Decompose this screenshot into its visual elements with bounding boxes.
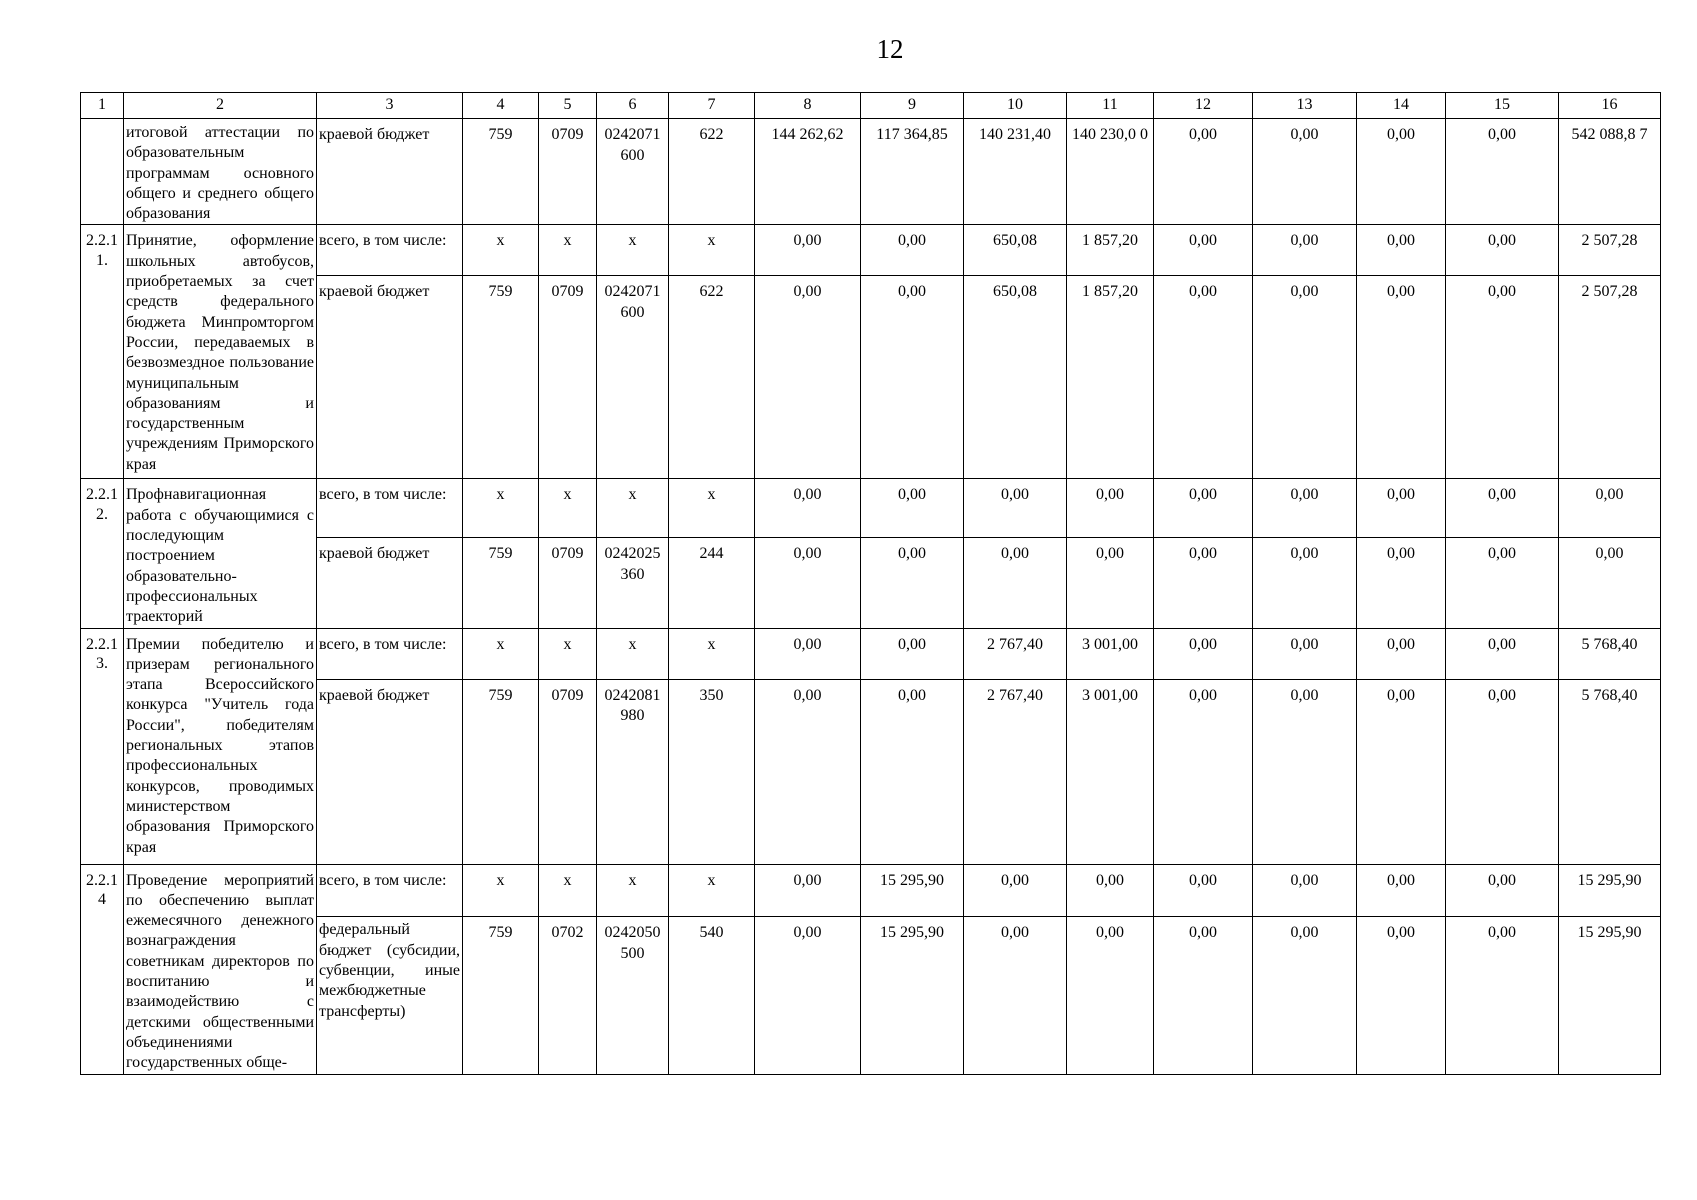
code-cell: x: [669, 628, 755, 679]
value-cell: 0,00: [1154, 276, 1253, 479]
value-cell: 0,00: [1357, 679, 1446, 864]
funding-source-cell: краевой бюджет: [317, 538, 463, 628]
value-cell: 144 262,62: [755, 119, 861, 225]
value-cell: 0,00: [1446, 864, 1559, 917]
row-number-cell: [81, 119, 124, 225]
value-cell: 0,00: [1357, 917, 1446, 1074]
value-cell: 0,00: [1067, 917, 1154, 1074]
value-cell: 0,00: [1357, 864, 1446, 917]
code-cell: 759: [463, 119, 539, 225]
value-cell: 0,00: [1253, 538, 1357, 628]
code-cell: 244: [669, 538, 755, 628]
value-cell: 0,00: [755, 276, 861, 479]
funding-source-cell: всего, в том числе:: [317, 864, 463, 917]
value-cell: 0,00: [1253, 864, 1357, 917]
code-cell: 0702: [539, 917, 597, 1074]
column-header: 16: [1559, 93, 1661, 119]
value-cell: 0,00: [1559, 479, 1661, 538]
funding-source-cell: краевой бюджет: [317, 679, 463, 864]
funding-source-cell: всего, в том числе:: [317, 225, 463, 276]
value-cell: 0,00: [755, 479, 861, 538]
value-cell: 0,00: [1357, 276, 1446, 479]
value-cell: 0,00: [1446, 225, 1559, 276]
code-cell: 0242050 500: [597, 917, 669, 1074]
code-cell: x: [597, 628, 669, 679]
table-row: [81, 276, 1661, 479]
value-cell: 0,00: [1253, 119, 1357, 225]
value-cell: 3 001,00: [1067, 628, 1154, 679]
table-row: [81, 864, 1661, 917]
value-cell: 5 768,40: [1559, 628, 1661, 679]
value-cell: 0,00: [1446, 276, 1559, 479]
code-cell: x: [539, 225, 597, 276]
column-header: 4: [463, 93, 539, 119]
code-cell: x: [597, 479, 669, 538]
value-cell: 0,00: [964, 538, 1067, 628]
table-row: [81, 225, 1661, 276]
value-cell: 0,00: [861, 679, 964, 864]
value-cell: 2 767,40: [964, 628, 1067, 679]
value-cell: 2 507,28: [1559, 276, 1661, 479]
code-cell: x: [463, 628, 539, 679]
value-cell: 0,00: [755, 538, 861, 628]
measure-name-cell: Премии победителю и призерам регионального этапа Всероссийского конкурса "Учитель года России", победителям региональных этапов профессиональных конкурсов, проводимых министерством образования Приморского края: [124, 628, 317, 864]
value-cell: 0,00: [1357, 119, 1446, 225]
value-cell: 0,00: [1446, 538, 1559, 628]
value-cell: 0,00: [1154, 479, 1253, 538]
column-header: 8: [755, 93, 861, 119]
value-cell: 0,00: [1446, 679, 1559, 864]
value-cell: 0,00: [861, 628, 964, 679]
value-cell: 0,00: [964, 864, 1067, 917]
code-cell: 622: [669, 276, 755, 479]
value-cell: 0,00: [1253, 276, 1357, 479]
column-header: 5: [539, 93, 597, 119]
funding-source-cell: краевой бюджет: [317, 276, 463, 479]
table-row: [81, 119, 1661, 225]
code-cell: 759: [463, 276, 539, 479]
value-cell: 0,00: [861, 479, 964, 538]
value-cell: 650,08: [964, 276, 1067, 479]
row-number-cell: 2.2.1 4: [81, 864, 124, 1074]
value-cell: 0,00: [1357, 628, 1446, 679]
value-cell: 15 295,90: [1559, 917, 1661, 1074]
code-cell: x: [539, 628, 597, 679]
value-cell: 0,00: [1154, 917, 1253, 1074]
column-header: 12: [1154, 93, 1253, 119]
value-cell: 0,00: [1253, 479, 1357, 538]
code-cell: 0709: [539, 538, 597, 628]
value-cell: 650,08: [964, 225, 1067, 276]
table-row: [81, 679, 1661, 864]
code-cell: 540: [669, 917, 755, 1074]
value-cell: 0,00: [1446, 628, 1559, 679]
value-cell: 1 857,20: [1067, 276, 1154, 479]
value-cell: 3 001,00: [1067, 679, 1154, 864]
code-cell: x: [597, 225, 669, 276]
value-cell: 1 857,20: [1067, 225, 1154, 276]
code-cell: 0242071 600: [597, 119, 669, 225]
code-cell: 0242081 980: [597, 679, 669, 864]
code-cell: x: [669, 864, 755, 917]
column-header: 11: [1067, 93, 1154, 119]
code-cell: 759: [463, 917, 539, 1074]
value-cell: 0,00: [1154, 119, 1253, 225]
code-cell: 0242071 600: [597, 276, 669, 479]
column-header: 7: [669, 93, 755, 119]
value-cell: 2 767,40: [964, 679, 1067, 864]
value-cell: 0,00: [861, 538, 964, 628]
code-cell: x: [463, 479, 539, 538]
value-cell: 0,00: [755, 864, 861, 917]
value-cell: 0,00: [755, 628, 861, 679]
value-cell: 0,00: [1446, 479, 1559, 538]
value-cell: 140 230,0 0: [1067, 119, 1154, 225]
value-cell: 0,00: [861, 276, 964, 479]
value-cell: 0,00: [1067, 538, 1154, 628]
value-cell: 0,00: [1154, 864, 1253, 917]
code-cell: x: [669, 225, 755, 276]
column-header: 6: [597, 93, 669, 119]
value-cell: 0,00: [1357, 225, 1446, 276]
value-cell: 0,00: [1253, 679, 1357, 864]
value-cell: 0,00: [1154, 225, 1253, 276]
value-cell: 0,00: [1357, 479, 1446, 538]
value-cell: 0,00: [1253, 628, 1357, 679]
row-number-cell: 2.2.1 3.: [81, 628, 124, 864]
value-cell: 2 507,28: [1559, 225, 1661, 276]
value-cell: 0,00: [755, 917, 861, 1074]
value-cell: 5 768,40: [1559, 679, 1661, 864]
column-header: 3: [317, 93, 463, 119]
code-cell: x: [539, 479, 597, 538]
table-row: [81, 538, 1661, 628]
value-cell: 117 364,85: [861, 119, 964, 225]
column-header: 15: [1446, 93, 1559, 119]
value-cell: 15 295,90: [861, 917, 964, 1074]
value-cell: 15 295,90: [1559, 864, 1661, 917]
value-cell: 0,00: [755, 679, 861, 864]
page-number: 12: [876, 34, 904, 64]
column-header: 2: [124, 93, 317, 119]
measure-name-cell: Проведение мероприятий по обеспечению выплат ежемесячного денежного вознаграждения советникам директоров по воспитанию и взаимодействию с детскими общественными объединениями государственных обще-: [124, 864, 317, 1074]
code-cell: 350: [669, 679, 755, 864]
value-cell: 0,00: [1253, 225, 1357, 276]
value-cell: 0,00: [1067, 864, 1154, 917]
code-cell: 0709: [539, 119, 597, 225]
code-cell: x: [463, 864, 539, 917]
table-row: [81, 628, 1661, 679]
code-cell: 622: [669, 119, 755, 225]
table-row: [81, 917, 1661, 1074]
value-cell: 0,00: [1154, 679, 1253, 864]
code-cell: x: [539, 864, 597, 917]
value-cell: 0,00: [1446, 917, 1559, 1074]
value-cell: 0,00: [964, 479, 1067, 538]
value-cell: 0,00: [1154, 628, 1253, 679]
code-cell: 759: [463, 538, 539, 628]
code-cell: x: [463, 225, 539, 276]
code-cell: 0709: [539, 276, 597, 479]
value-cell: 140 231,40: [964, 119, 1067, 225]
budget-table: [80, 92, 1661, 1075]
measure-name-cell: Принятие, оформление школьных автобусов, приобретаемых за счет средств федерального бюджета Минпромторгом России, передаваемых в безвозмездное пользование муниципальным образованиям и государственным учреждениям Приморского края: [124, 225, 317, 479]
row-number-cell: 2.2.1 1.: [81, 225, 124, 479]
funding-source-cell: всего, в том числе:: [317, 479, 463, 538]
value-cell: 0,00: [1559, 538, 1661, 628]
value-cell: 0,00: [1067, 479, 1154, 538]
measure-name-cell: итоговой аттестации по образовательным программам основного общего и среднего общего образования: [124, 119, 317, 225]
column-header: 14: [1357, 93, 1446, 119]
table-row: [81, 479, 1661, 538]
value-cell: 0,00: [964, 917, 1067, 1074]
column-header: 10: [964, 93, 1067, 119]
code-cell: 0709: [539, 679, 597, 864]
value-cell: 0,00: [1446, 119, 1559, 225]
row-number-cell: 2.2.1 2.: [81, 479, 124, 628]
code-cell: x: [669, 479, 755, 538]
code-cell: x: [597, 864, 669, 917]
column-header: 9: [861, 93, 964, 119]
funding-source-cell: всего, в том числе:: [317, 628, 463, 679]
code-cell: 0242025 360: [597, 538, 669, 628]
funding-source-cell: краевой бюджет: [317, 119, 463, 225]
code-cell: 759: [463, 679, 539, 864]
value-cell: 0,00: [1154, 538, 1253, 628]
value-cell: 0,00: [861, 225, 964, 276]
column-header: 1: [81, 93, 124, 119]
column-number-row: [81, 93, 1661, 119]
measure-name-cell: Профнавигационная работа с обучающимися с последующим построением образовательно-профессиональных траекторий: [124, 479, 317, 628]
value-cell: 15 295,90: [861, 864, 964, 917]
funding-source-cell: федеральный бюджет (субсидии, субвенции, иные межбюджетные трансферты): [317, 917, 463, 1074]
value-cell: 542 088,8 7: [1559, 119, 1661, 225]
column-header: 13: [1253, 93, 1357, 119]
value-cell: 0,00: [755, 225, 861, 276]
value-cell: 0,00: [1253, 917, 1357, 1074]
value-cell: 0,00: [1357, 538, 1446, 628]
